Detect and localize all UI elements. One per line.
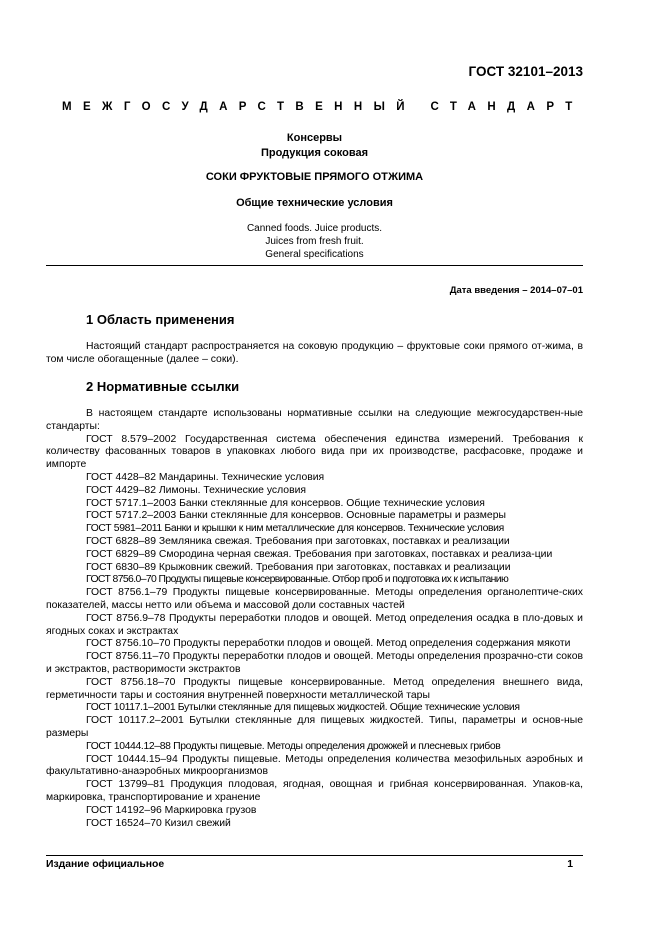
document-code: ГОСТ 32101–2013: [468, 64, 583, 79]
reference-item: ГОСТ 8756.10–70 Продукты переработки плодов и овощей. Метод определения содержания мякоти: [86, 638, 571, 650]
reference-item: ГОСТ 5717.2–2003 Банки стеклянные для консервов. Основные параметры и размеры: [86, 510, 506, 522]
reference-item: ГОСТ 5717.1–2003 Банки стеклянные для консервов. Общие технические условия: [86, 497, 485, 509]
reference-item: ГОСТ 6829–89 Смородина черная свежая. Требования при заготовках, поставках и реализа-ции: [86, 548, 553, 560]
english-title-line-3: General specifications: [265, 249, 364, 260]
official-edition-label: Издание официальное: [46, 859, 165, 870]
title-block: [46, 131, 583, 161]
reference-item: ГОСТ 8756.11–70 Продукты переработки плодов и овощей. Методы определения прозрачно-сти соков и экстрактов, растворимости экстрактов: [46, 651, 583, 675]
english-title-line-1: Canned foods. Juice products.: [246, 223, 383, 234]
footer-divider: [46, 855, 583, 856]
english-title-line-2: Juices from fresh fruit.: [265, 236, 364, 247]
reference-item: ГОСТ 6830–89 Крыжовник свежий. Требования при заготовках, поставках и реализации: [86, 561, 511, 573]
reference-item: ГОСТ 8756.1–79 Продукты пищевые консервированные. Методы определения органолептиче-ских показателей, массы нетто или объема и массовой доли составных частей: [46, 587, 583, 611]
title-line-2: Продукция соковая: [260, 147, 368, 159]
reference-item: ГОСТ 10117.1–2001 Бутылки стеклянные для пищевых жидкостей. Общие технические условия: [86, 702, 520, 714]
subtitle: Общие технические условия: [236, 197, 393, 209]
reference-item: ГОСТ 10444.15–94 Продукты пищевые. Методы определения количества мезофильных аэробных и факультативно-анаэробных микроорганизмов: [46, 753, 583, 778]
reference-item: ГОСТ 8756.9–78 Продукты переработки плодов и овощей. Метод определения осадка в пло-довых и ягодных соках и экстрактах: [46, 612, 583, 637]
main-title: СОКИ ФРУКТОВЫЕ ПРЯМОГО ОТЖИМА: [205, 171, 424, 183]
section-2-intro: В настоящем стандарте использованы нормативные ссылки на следующие межгосударствен-ные стандарты:: [46, 408, 583, 432]
section-1-text: [46, 341, 583, 367]
reference-item: ГОСТ 10444.12–88 Продукты пищевые. Методы определения дрожжей и плесневых грибов: [86, 740, 501, 752]
reference-item: ГОСТ 6828–89 Земляника свежая. Требования при заготовках, поставках и реализации: [86, 535, 510, 547]
reference-item: ГОСТ 8756.0–70 Продукты пищевые консервированные. Отбор проб и подготовка их к испытанию: [86, 574, 509, 586]
title-divider: [46, 265, 583, 266]
reference-item: ГОСТ 4428–82 Мандарины. Технические условия: [86, 471, 325, 483]
introduction-date: Дата введения – 2014–07–01: [449, 285, 583, 296]
english-title: [46, 222, 583, 261]
section-2-heading: 2 Нормативные ссылки: [86, 379, 240, 394]
reference-item: ГОСТ 5981–2011 Банки и крышки к ним металлические для консервов. Технические условия: [86, 523, 504, 535]
reference-item: ГОСТ 16524–70 Кизил свежий: [86, 817, 231, 829]
reference-item: ГОСТ 8756.18–70 Продукты пищевые консервированные. Метод определения внешнего вида, герметичности тары и состояния внутренней поверхности металлической тары: [46, 676, 583, 701]
reference-item: ГОСТ 14192–96 Маркировка грузов: [86, 804, 257, 816]
section-1-heading: 1 Область применения: [86, 312, 235, 327]
page-number: 1: [567, 859, 573, 870]
reference-item: ГОСТ 8.579–2002 Государственная система обеспечения единства измерений. Требования к количеству фасованных товаров в упаковках любого вида при их производстве, расфасовке, продаже и импорте: [46, 433, 583, 471]
reference-item: ГОСТ 10117.2–2001 Бутылки стеклянные для пищевых жидкостей. Типы, параметры и основ-ные размеры: [46, 715, 583, 739]
interstate-standard-banner: МЕЖГОСУДАРСТВЕННЫЙ СТАНДАРТ: [62, 101, 584, 113]
reference-item: ГОСТ 4429–82 Лимоны. Технические условия: [86, 484, 307, 496]
section-1-paragraph: Настоящий стандарт распространяется на соковую продукцию – фруктовые соки прямого от-жима, в том числе обогащенные (далее – соки).: [46, 341, 583, 365]
reference-item: ГОСТ 13799–81 Продукция плодовая, ягодная, овощная и грибная консервированная. Упаков-ка, маркировка, транспортирование и хранение: [46, 779, 583, 803]
section-2-text: [46, 408, 583, 830]
title-line-1: Консервы: [286, 132, 343, 144]
